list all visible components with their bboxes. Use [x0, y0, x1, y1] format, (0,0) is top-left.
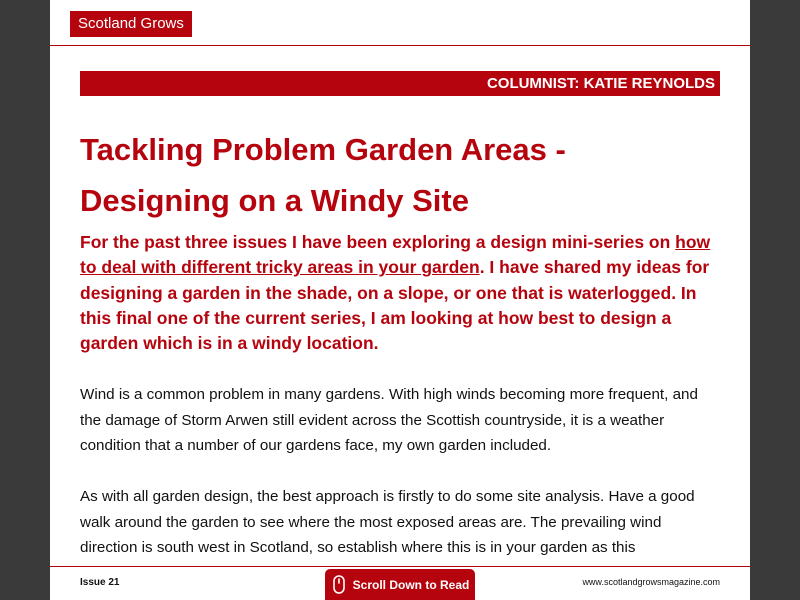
article-title: Tackling Problem Garden Areas - Designing on a Windy Site: [80, 132, 566, 218]
body-paragraph: Wind is a common problem in many gardens. With high winds becoming more frequent, and the damage of Storm Arwen still evident across the Scottish countryside, it is a weather condition that a number of our gardens face, my own garden included.: [80, 386, 698, 454]
scroll-down-button[interactable]: [325, 569, 475, 600]
page-footer: [50, 566, 750, 600]
columnist-banner: COLUMNIST: KATIE REYNOLDS: [80, 71, 720, 96]
article-intro: [80, 230, 720, 356]
footer-divider: [50, 566, 750, 567]
body-paragraph: As with all garden design, the best approach is firstly to do some site analysis. Have a good walk around the garden to see where the most exposed areas are. The prevailing wind direction is south west in Scotland, so establish where this is in your garden as this: [80, 488, 695, 556]
magazine-logo[interactable]: Scotland Grows: [70, 11, 192, 37]
scroll-down-label: Scroll Down to Read: [352, 577, 470, 592]
website-url[interactable]: www.scotlandgrowsmagazine.com: [582, 577, 720, 587]
mouse-icon: [331, 575, 347, 595]
intro-text-start: For the past three issues I have been exploring a design mini-series on: [80, 232, 676, 252]
header-divider: [50, 45, 750, 46]
intro-text-end: . I have shared my ideas for designing a garden in the shade, on a slope, or one that is waterlogged. In this final one of the current series, I am looking at how best to design a garden which is in a windy location.: [80, 257, 710, 354]
magazine-page: [50, 0, 750, 600]
issue-number: Issue 21: [80, 577, 120, 588]
series-link[interactable]: how to deal with different tricky areas in your garden: [80, 232, 711, 278]
